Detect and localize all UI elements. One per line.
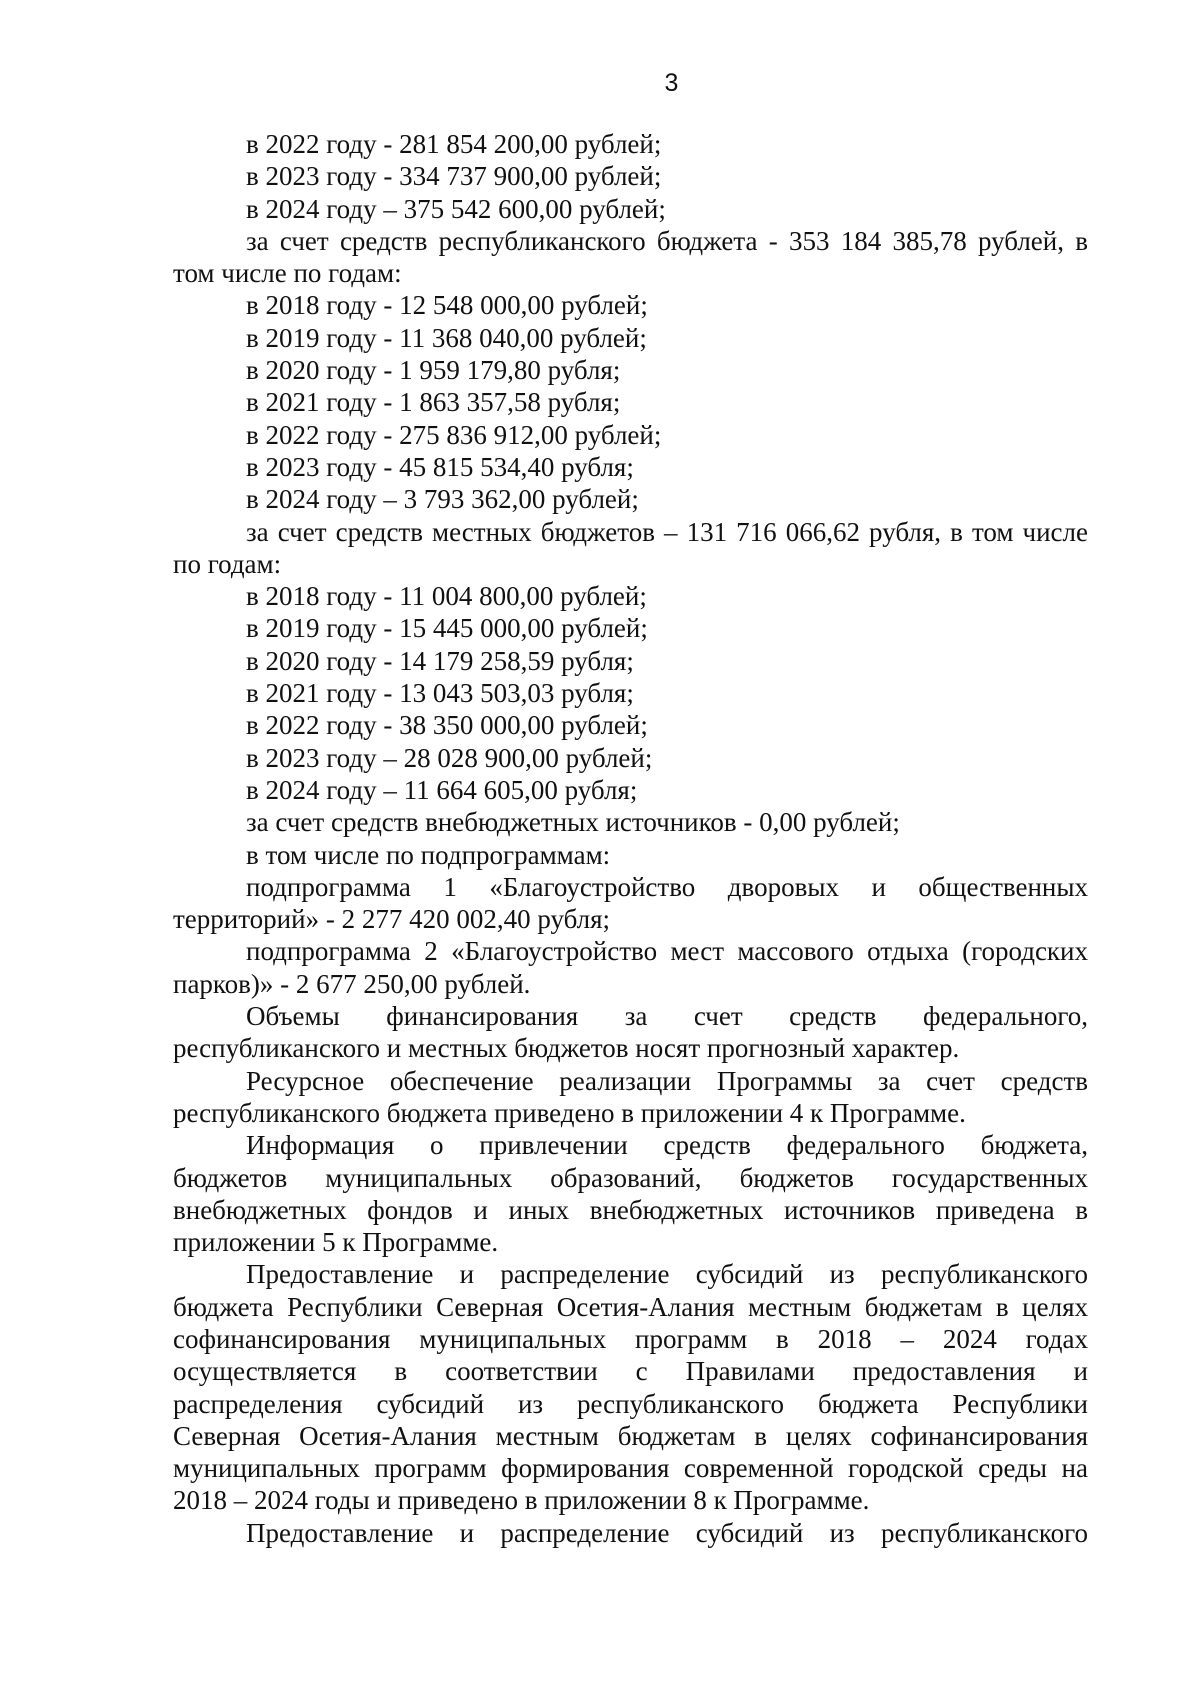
text-line: Информация о привлечении средств федерального бюджета, [246,1130,1088,1161]
text-line: за счет средств внебюджетных источников - 0,00 рублей; [246,807,900,838]
text-line: распределения субсидий из республиканского бюджета Республики [173,1388,1088,1419]
text-line: в 2020 году - 1 959 179,80 рубля; [246,355,621,386]
text-line: за счет средств республиканского бюджета - 353 184 385,78 рублей, в [246,225,1088,256]
text-line: осуществляется в соответствии с Правилами предоставления и [173,1356,1088,1387]
text-line: в 2022 году - 281 854 200,00 рублей; [246,129,662,159]
text-line: подпрограмма 1 «Благоустройство дворовых и общественных [246,871,1088,902]
text-line: Предоставление и распределение субсидий из республиканского [246,1259,1088,1290]
text-line: республиканского бюджета приведено в приложении 4 к Программе. [173,1097,966,1128]
page-number: 3 [664,69,679,97]
text-line: в 2023 году – 28 028 900,00 рублей; [246,742,653,773]
text-line: в 2024 году – 375 542 600,00 рублей; [246,193,666,224]
text-line: в 2024 году – 3 793 362,00 рублей; [246,484,639,515]
text-line: за счет средств местных бюджетов – 131 716 066,62 рубля, в том числе [246,516,1088,547]
text-line: в 2022 году - 38 350 000,00 рублей; [246,710,648,741]
text-line: 2018 – 2024 годы и приведено в приложении 8 к Программе. [173,1485,870,1516]
text-line: подпрограмма 2 «Благоустройство мест массового отдыха (городских [246,936,1088,967]
text-line: в 2018 году - 11 004 800,00 рублей; [246,581,647,612]
text-line: в 2021 году - 13 043 503,03 рубля; [246,678,634,709]
text-line: территорий» - 2 277 420 002,40 рубля; [173,904,611,935]
text-line: Предоставление и распределение субсидий из республиканского [246,1517,1088,1548]
text-line: республиканского и местных бюджетов носят прогнозный характер. [173,1033,960,1064]
document-body [173,128,1088,1549]
text-line: бюджетов муниципальных образований, бюджетов государственных [173,1162,1088,1193]
text-line: бюджета Республики Северная Осетия-Алания местным бюджетам в целях [173,1291,1088,1322]
text-line: том числе по годам: [173,258,402,289]
text-line: в 2018 году - 12 548 000,00 рублей; [246,290,648,321]
text-line: Северная Осетия-Алания местным бюджетам в целях софинансирования [173,1420,1088,1451]
text-line: по годам: [173,548,282,579]
text-line: парков)» - 2 677 250,00 рублей. [173,968,531,999]
text-line: Ресурсное обеспечение реализации Программы за счет средств [246,1065,1088,1096]
text-line: софинансирования муниципальных программ в 2018 – 2024 годах [173,1323,1088,1354]
text-line: в том числе по подпрограммам: [246,839,611,870]
text-line: в 2020 году - 14 179 258,59 рубля; [246,645,634,676]
text-line: внебюджетных фондов и иных внебюджетных источников приведена в [173,1194,1088,1225]
text-line: Объемы финансирования за счет средств федерального, [246,1001,1088,1032]
text-line: муниципальных программ формирования современной городской среды на [173,1453,1088,1484]
text-line: в 2019 году - 11 368 040,00 рублей; [246,322,647,353]
text-line: в 2022 году - 275 836 912,00 рублей; [246,419,662,450]
text-line: приложении 5 к Программе. [173,1227,499,1258]
text-line: в 2019 году - 15 445 000,00 рублей; [246,613,648,644]
text-line: в 2024 году – 11 664 605,00 рубля; [246,774,638,805]
text-line: в 2021 году - 1 863 357,58 рубля; [246,387,621,418]
text-line: в 2023 году - 45 815 534,40 рубля; [246,451,634,482]
text-line: в 2023 году - 334 737 900,00 рублей; [246,161,662,192]
